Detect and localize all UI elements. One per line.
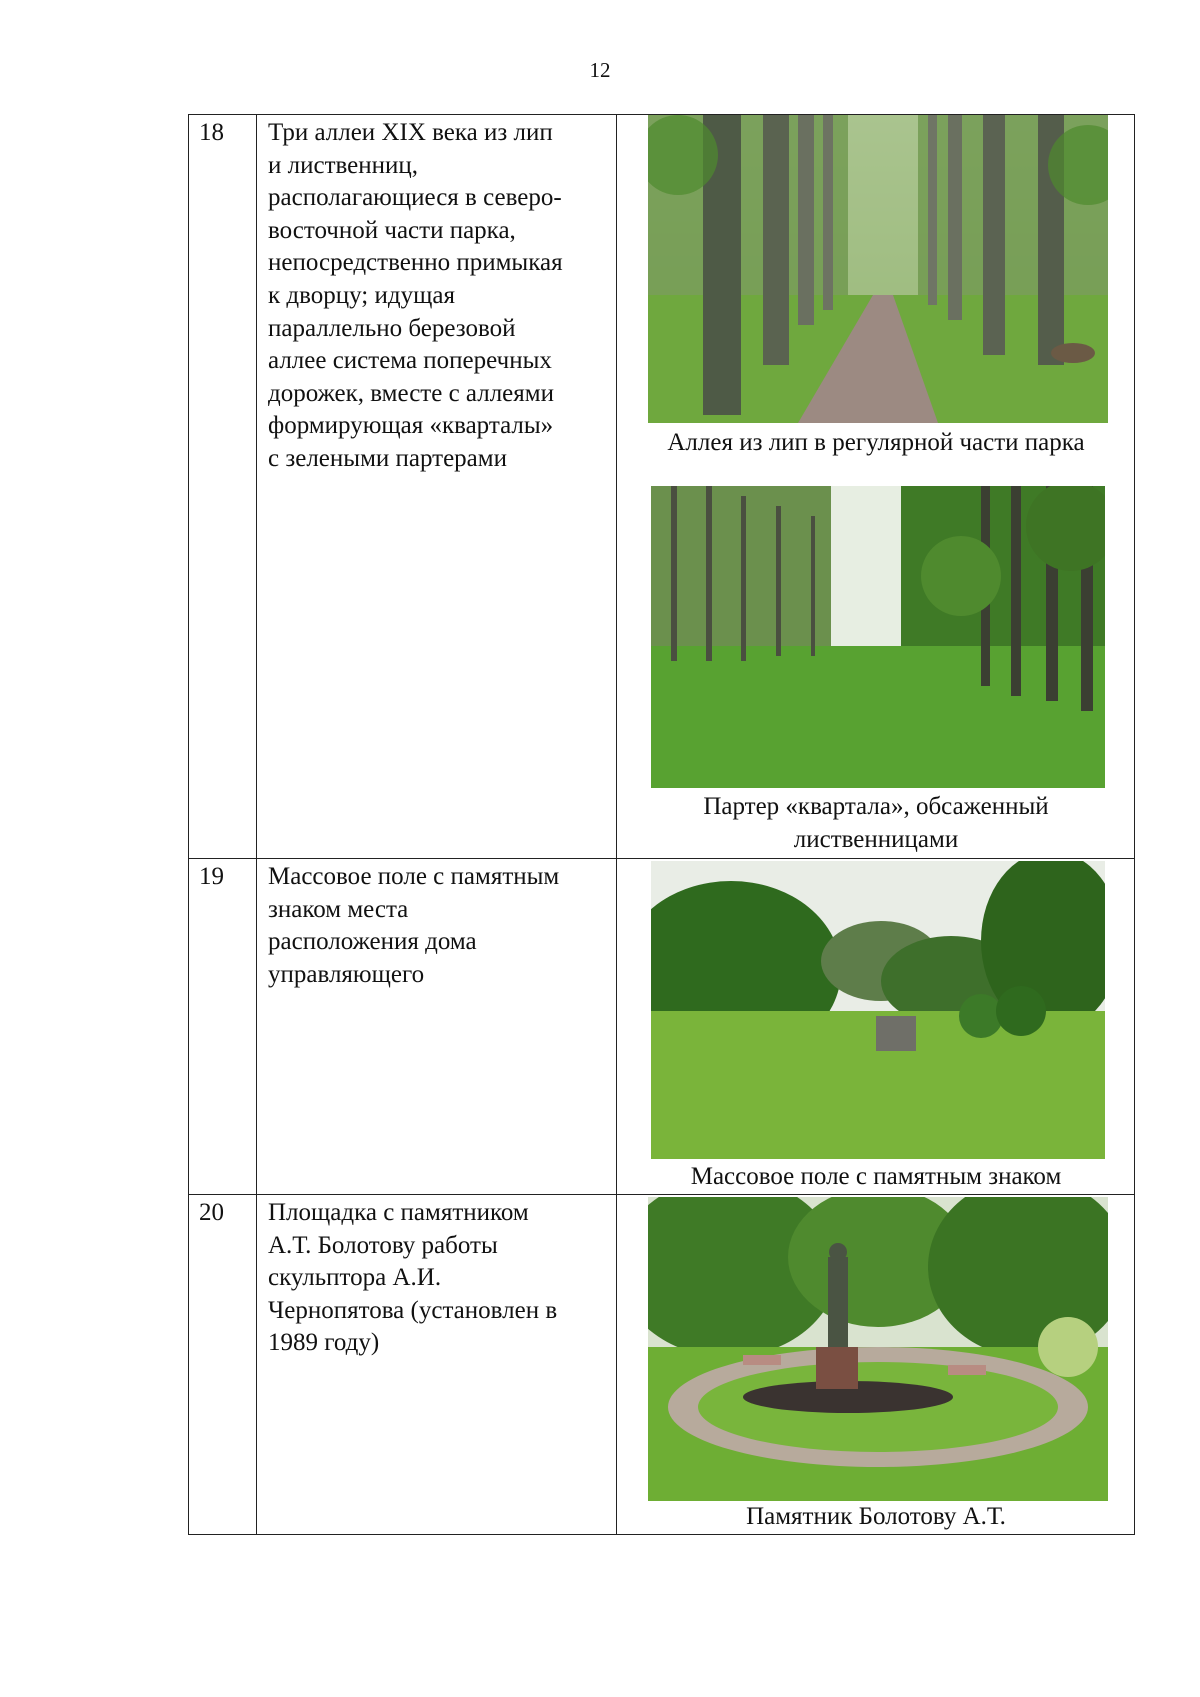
- row-photos: [617, 1195, 1135, 1535]
- desc-line: А.Т. Болотову работы: [268, 1231, 498, 1259]
- row-photos: [617, 859, 1135, 1195]
- desc-line: 1989 году): [268, 1329, 380, 1357]
- photo-caption: [617, 791, 1135, 856]
- desc-line: формирующая «кварталы»: [268, 412, 554, 440]
- desc-line: знаком места: [268, 895, 409, 923]
- desc-line: восточной части парка,: [268, 216, 516, 244]
- photo-caption: Массовое поле с памятным знаком: [690, 1163, 1062, 1190]
- caption-line: лиственницами: [793, 825, 959, 853]
- row-number: 20: [189, 1195, 257, 1535]
- caption-line: Партер «квартала», обсаженный: [703, 793, 1049, 820]
- desc-line: Три аллеи XIX века из лип: [268, 119, 553, 146]
- tree-alley-photo: [648, 115, 1108, 423]
- meadow-memorial-photo: [651, 861, 1105, 1159]
- desc-line: расположения дома: [268, 928, 477, 956]
- desc-line: и лиственниц,: [268, 151, 419, 179]
- desc-line: с зелеными партерами: [268, 444, 507, 472]
- desc-line: Массовое поле с памятным: [268, 863, 560, 890]
- desc-line: параллельно березовой: [268, 314, 516, 342]
- table-row: [189, 115, 1135, 859]
- photo-caption: Аллея из лип в регулярной части парка: [667, 429, 1085, 456]
- table-row: [189, 1195, 1135, 1535]
- row-number: 18: [189, 115, 257, 859]
- row-description: [257, 859, 617, 1195]
- monument-photo: [648, 1197, 1108, 1501]
- desc-line: к дворцу; идущая: [268, 281, 455, 309]
- row-number: 19: [189, 859, 257, 1195]
- larch-parterre-photo: [651, 486, 1105, 788]
- heritage-table: [188, 114, 1135, 1535]
- photo-caption: Памятник Болотову А.Т.: [746, 1503, 1006, 1530]
- desc-line: Площадка с памятником: [268, 1199, 529, 1226]
- page-number: 12: [589, 58, 611, 82]
- desc-line: непосредственно примыкая: [268, 249, 563, 277]
- desc-line: аллее система поперечных: [268, 347, 552, 375]
- row-description: [257, 115, 617, 859]
- desc-line: дорожек, вместе с аллеями: [268, 379, 554, 407]
- row-description: [257, 1195, 617, 1535]
- desc-line: управляющего: [268, 960, 425, 988]
- desc-line: Чернопятова (установлен в: [268, 1296, 558, 1324]
- row-photos: [617, 115, 1135, 859]
- desc-line: скульптора А.И.: [268, 1264, 442, 1292]
- desc-line: располагающиеся в северо-: [268, 184, 562, 212]
- table-row: [189, 859, 1135, 1195]
